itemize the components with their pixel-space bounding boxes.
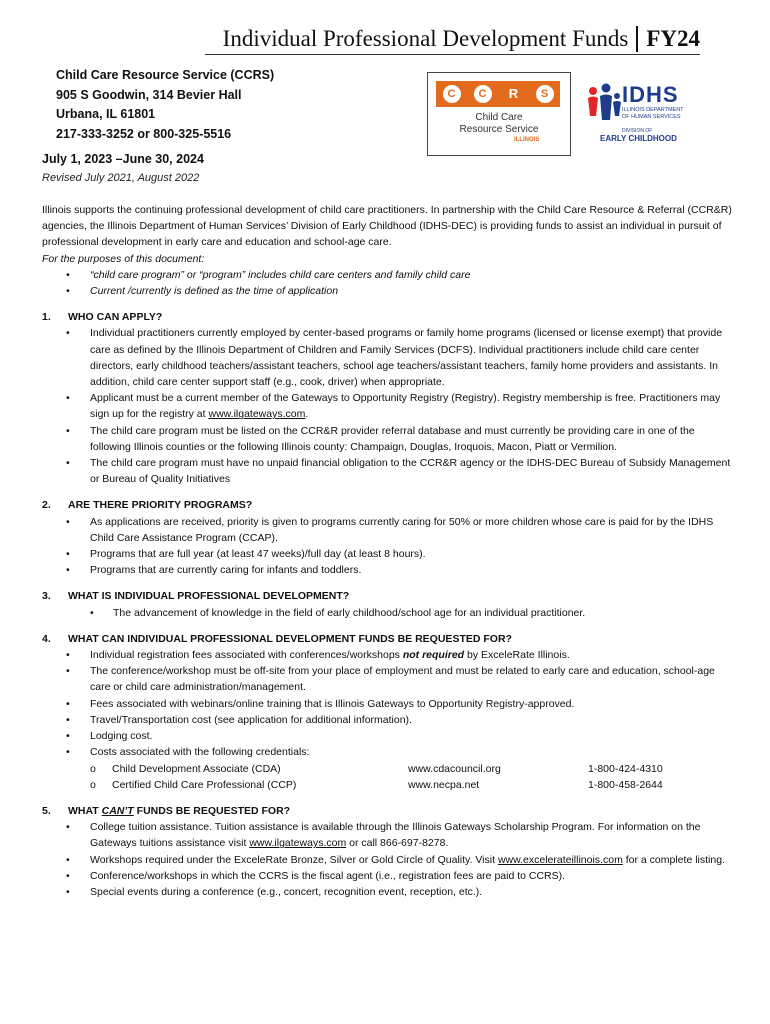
emphasis-not-required: not required xyxy=(402,649,465,662)
title-fiscal-year: FY24 xyxy=(646,26,700,51)
list-item: • The child care program must have no unpaid financial obligation to the CCR&R agency or the IDHS-DEC Bureau of Subsidy Management or Bureau of Quality Initiatives xyxy=(42,455,732,487)
list-item xyxy=(42,819,732,851)
credential-site: www.necpa.net xyxy=(408,778,480,791)
list-item: • The conference/workshop must be off-site from your place of employment and must be related to early care and education, school-age care or child care administration/management. xyxy=(42,663,732,695)
list-item: • Conference/workshops in which the CCRS is the fiscal agent (i.e., registration fees are paid to CCRS). xyxy=(42,868,732,884)
list-item: • The advancement of knowledge in the field of early childhood/school age for an individual practitioner. xyxy=(42,605,732,621)
university-mark: ILLINOIS xyxy=(514,137,540,143)
ccrs-logo-band xyxy=(436,81,560,107)
section-what-is-ipd xyxy=(42,588,732,620)
credential-phone: 1-800-424-4310 xyxy=(588,762,663,775)
section-heading xyxy=(42,803,732,819)
idhs-subtitle-line1: ILLINOIS DEPARTMENT xyxy=(622,107,684,113)
credential-phone: 1-800-458-2644 xyxy=(588,778,663,791)
purposes-heading: For the purposes of this document: xyxy=(42,252,205,265)
family-figures-icon xyxy=(584,82,624,126)
list-item xyxy=(42,390,732,422)
section-title: ARE THERE PRIORITY PROGRAMS? xyxy=(68,499,253,512)
address-block xyxy=(56,66,274,144)
street-address: 905 S Goodwin, 314 Bevier Hall xyxy=(56,87,242,102)
list-item: • Costs associated with the following credentials: xyxy=(42,744,732,760)
section-title: WHAT CAN INDIVIDUAL PROFESSIONAL DEVELOPMENT FUNDS BE REQUESTED FOR? xyxy=(68,632,512,645)
purposes-list xyxy=(42,267,732,299)
ccrs-logo-letter: C xyxy=(474,85,492,103)
fiscal-dates: July 1, 2023 –June 30, 2024 xyxy=(42,152,204,166)
section-number: 1. xyxy=(42,311,51,324)
idhs-subtitle xyxy=(622,107,684,121)
list-item-text: or call 866-697-8278. xyxy=(346,837,449,850)
idhs-logo xyxy=(584,82,704,142)
idhs-subtitle-line2: OF HUMAN SERVICES xyxy=(622,114,681,120)
section-number: 3. xyxy=(42,590,51,603)
list-item-text: for a complete listing. xyxy=(622,853,725,866)
ccrs-logo xyxy=(427,72,571,156)
credential-row xyxy=(42,761,732,777)
list-item: • Travel/Transportation cost (see application for additional information). xyxy=(42,712,732,728)
sub-bullet: o xyxy=(90,762,96,775)
section-title: FUNDS BE REQUESTED FOR? xyxy=(133,804,291,817)
section-priority-programs xyxy=(42,497,732,578)
list-item: • Lodging cost. xyxy=(42,728,732,744)
section-what-can-be-requested xyxy=(42,631,732,793)
list-item-text: . xyxy=(305,408,309,421)
section-heading xyxy=(42,631,732,647)
list-item xyxy=(42,647,732,663)
credential-site: www.cdacouncil.org xyxy=(408,762,501,775)
section-who-can-apply xyxy=(42,309,732,487)
sub-bullet: o xyxy=(90,778,96,791)
ilgateways-link[interactable]: www.ilgateways.com xyxy=(249,837,347,850)
section-what-cannot-be-requested xyxy=(42,803,732,900)
credential-row xyxy=(42,777,732,793)
list-item: • Individual practitioners currently employed by center-based programs or family home programs (licensed or license exempt) that provide care as defined by the Illinois Department of Children and Family Services (DCFS). Individual practitioners include child care center directors, early childhood teachers/assistant teachers, school age teachers/assistant teachers, family home providers and assistants. In addition, child care center support staff (e.g., cook, driver) when appropriate. xyxy=(42,325,732,390)
list-item: • Special events during a conference (e.g., concert, recognition event, reception, etc.). xyxy=(42,884,732,900)
document-title xyxy=(223,26,700,52)
section-number: 2. xyxy=(42,499,51,512)
document-body xyxy=(42,202,732,900)
list-item: • Fees associated with webinars/online training that is Illinois Gateways to Opportunity Registry-approved. xyxy=(42,696,732,712)
section-title: WHO CAN APPLY? xyxy=(68,311,163,324)
ccrs-logo-line2: Resource Service xyxy=(459,124,539,135)
city-address: Urbana, IL 61801 xyxy=(56,107,156,121)
list-item: • As applications are received, priority is given to programs currently caring for 50% or more children whose care is paid for by the IDHS Child Care Assistance Program (CCAP). xyxy=(42,514,732,546)
list-item xyxy=(42,852,732,868)
list-item-text: Individual registration fees associated with conferences/workshops xyxy=(90,649,403,662)
list-item: • Current /currently is defined as the time of application xyxy=(42,283,732,299)
emphasis-cant: CAN’T xyxy=(101,804,134,817)
idhs-wordmark: IDHS xyxy=(622,82,679,107)
section-title: WHAT IS INDIVIDUAL PROFESSIONAL DEVELOPMENT? xyxy=(68,590,350,603)
ilgateways-link[interactable]: www.ilgateways.com xyxy=(208,408,306,421)
list-item-text: Applicant must be a current member of the Gateways to Opportunity Registry (Registry). Registry membership is free. Practitioners may sign up for the registry at xyxy=(90,392,721,421)
section-number: 5. xyxy=(42,804,51,817)
intro-paragraph: Illinois supports the continuing professional development of child care practitioners. In partnership with the Child Care Resource & Referral (CCR&R) agencies, the Illinois Department of Human Services’ Division of Early Childhood (IDHS-DEC) is providing funds to assist an individual in pursuit of professional development in early care and education and school-age care. xyxy=(42,204,732,249)
revised-note: Revised July 2021, August 2022 xyxy=(42,172,200,184)
phone-numbers: 217-333-3252 or 800-325-5516 xyxy=(56,126,232,141)
title-main: Individual Professional Development Funds xyxy=(223,26,639,52)
section-title: WHAT xyxy=(68,804,102,817)
section-number: 4. xyxy=(42,632,51,645)
list-item: • Programs that are currently caring for infants and toddlers. xyxy=(42,562,732,578)
list-item: • The child care program must be listed on the CCR&R provider referral database and must currently be providing care in one of the following Illinois counties or the following Illinois county: Champaign, Douglas, Iroquois, Macon, Piatt or Vermilion. xyxy=(42,423,732,455)
ccrs-logo-letter: C xyxy=(443,85,461,103)
ccrs-logo-letter: S xyxy=(536,85,554,103)
list-item: • Programs that are full year (at least 47 weeks)/full day (at least 8 hours). xyxy=(42,546,732,562)
excelerate-link[interactable]: www.excelerateillinois.com xyxy=(497,853,623,866)
credential-name: Child Development Associate (CDA) xyxy=(112,762,281,775)
section-heading xyxy=(42,497,732,513)
list-item-text: by ExceleRate Illinois. xyxy=(464,649,570,662)
ccrs-logo-letter: R xyxy=(508,86,519,101)
credential-name: Certified Child Care Professional (CCP) xyxy=(112,778,297,791)
list-item-text: Workshops required under the ExceleRate Bronze, Silver or Gold Circle of Quality. Visit xyxy=(90,853,498,866)
org-name: Child Care Resource Service (CCRS) xyxy=(56,68,275,82)
ccrs-logo-line1: Child Care xyxy=(475,112,523,123)
section-heading xyxy=(42,588,732,604)
idhs-division: DIVISION OF xyxy=(622,128,653,134)
list-item-text: College tuition assistance. Tuition assistance is available through the Illinois Gateways Scholarship Program. For information on the Gateways tuitions assistance visit xyxy=(90,821,701,850)
section-heading xyxy=(42,309,732,325)
title-underline xyxy=(205,54,700,55)
list-item: • “child care program” or “program” includes child care centers and family child care xyxy=(42,267,732,283)
idhs-early-childhood: EARLY CHILDHOOD xyxy=(600,134,677,143)
